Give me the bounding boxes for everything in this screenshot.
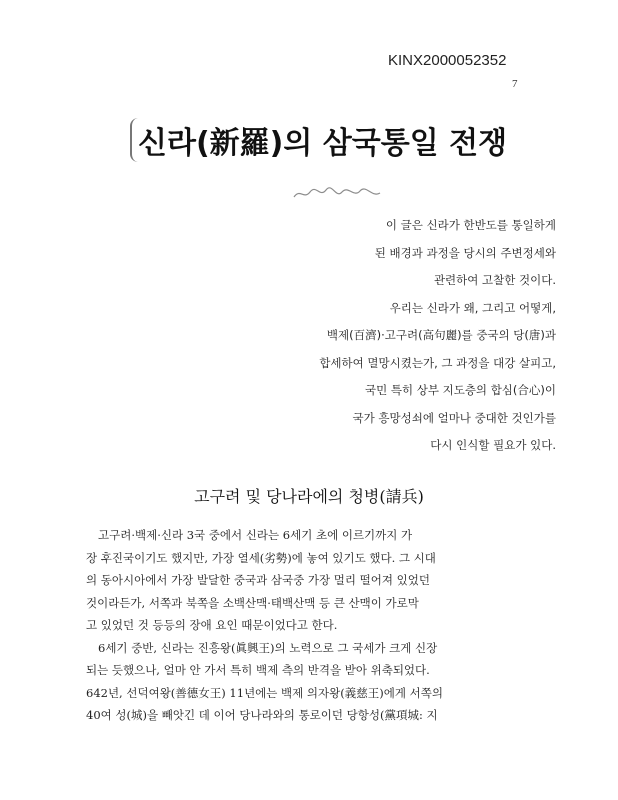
document-id: KINX2000052352 bbox=[388, 52, 507, 69]
abstract-line: 다시 인식할 필요가 있다. bbox=[430, 438, 556, 452]
article-title bbox=[130, 118, 560, 162]
body-text bbox=[86, 524, 534, 727]
abstract-line: 관련하여 고찰한 것이다. bbox=[433, 273, 556, 287]
body-line: 장 후진국이기도 했지만, 가장 열세(劣勢)에 놓여 있기도 했다. 그 시대 bbox=[86, 550, 436, 565]
abstract-line: 국민 특히 상부 지도층의 합심(合心)이 bbox=[364, 383, 556, 397]
abstract-line: 백제(百濟)·고구려(高句麗)를 중국의 당(唐)과 bbox=[326, 328, 556, 342]
abstract bbox=[176, 212, 556, 460]
abstract-line: 이 글은 신라가 한반도를 통일하게 bbox=[385, 218, 556, 232]
body-line: 고 있었던 것 등등의 장애 요인 때문이었다고 한다. bbox=[86, 618, 338, 632]
abstract-line: 된 배경과 과정을 당시의 주변정세와 bbox=[374, 245, 556, 260]
body-line: 되는 듯했으나, 얼마 안 가서 특히 백제 측의 반격을 받아 위축되었다. bbox=[86, 663, 430, 677]
abstract-line: 합세하여 멸망시켰는가, 그 과정을 대강 살피고, bbox=[319, 355, 556, 370]
abstract-line: 국가 흥망성쇠에 얼마나 중대한 것인가를 bbox=[352, 410, 556, 425]
article-title-text: 신라(新羅)의 삼국통일 전쟁 bbox=[130, 118, 513, 162]
body-line: 것이라든가, 서쪽과 북쪽을 소백산맥·태백산맥 등 큰 산맥이 가로막 bbox=[86, 595, 419, 610]
section-heading: 고구려 및 당나라에의 청병(請兵) bbox=[194, 487, 424, 506]
body-line: 고구려·백제·신라 3국 중에서 신라는 6세기 초에 이르기까지 가 bbox=[98, 528, 413, 542]
body-line: 40여 성(城)을 빼앗긴 데 이어 당나라와의 통로이던 당항성(黨項城: 지 bbox=[86, 708, 438, 722]
page-number: 7 bbox=[512, 78, 518, 90]
handwritten-signature bbox=[292, 186, 382, 205]
body-line: 의 동아시아에서 가장 발달한 중국과 삼국중 가장 멀리 떨어져 있었던 bbox=[86, 573, 430, 587]
signature-scribble bbox=[292, 186, 382, 202]
body-line: 6세기 중반, 신라는 진흥왕(眞興王)의 노력으로 그 국세가 크게 신장 bbox=[98, 640, 438, 655]
body-line: 642년, 선덕여왕(善德女王) 11년에는 백제 의자왕(義慈王)에게 서쪽의 bbox=[86, 685, 443, 700]
abstract-line: 우리는 신라가 왜, 그리고 어떻게, bbox=[389, 300, 556, 315]
